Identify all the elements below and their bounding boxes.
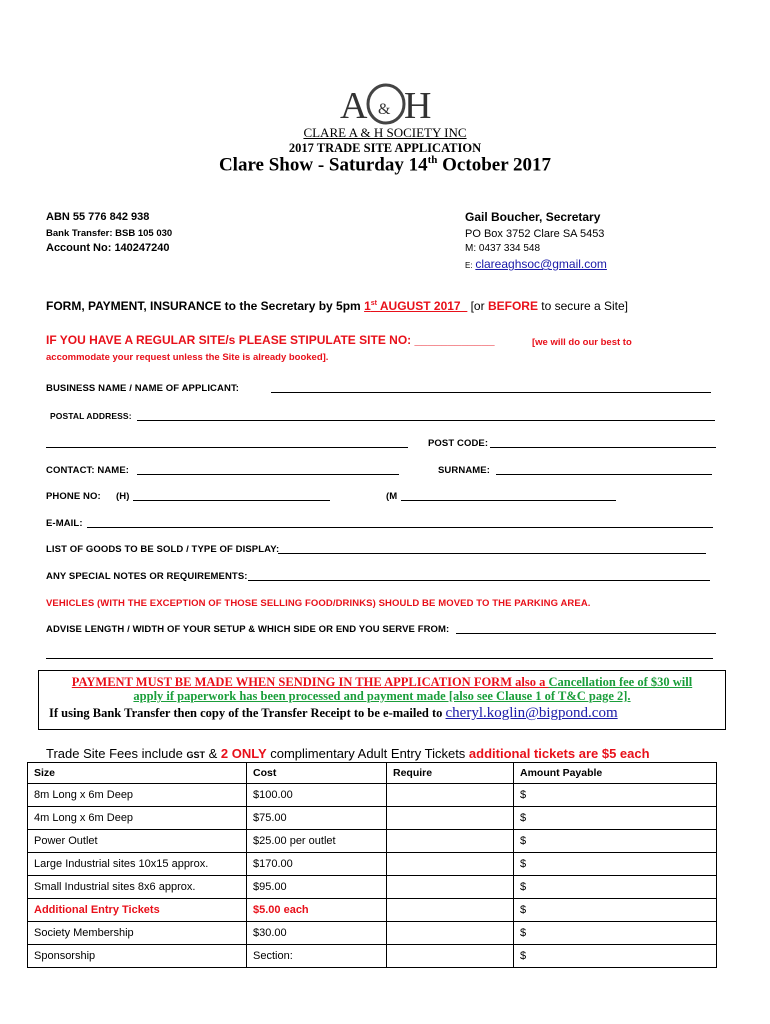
deadline-date: 1st AUGUST 2017_ [364,299,468,313]
deadline-text: FORM, PAYMENT, INSURANCE to the Secretary by 5pm [46,299,365,313]
table-row [28,922,717,945]
setup-dimensions-field[interactable] [456,633,716,634]
email-field[interactable] [87,527,713,528]
payment-required-text: PAYMENT MUST BE MADE WHEN SENDING IN THE APPLICATION FORM also a [71,675,549,689]
postal-address-label: POSTAL ADDRESS: [50,411,132,421]
title-sup: th [427,154,438,166]
contact-name-label: CONTACT: NAME: [46,465,130,476]
table-row [28,853,717,876]
cost-cell: $170.00 [247,853,387,876]
additional-tickets-label: additional tickets are $5 each [468,746,650,761]
cost-cell: Section: [247,945,387,968]
size-cell: Additional Entry Tickets [28,899,247,922]
amount-cell[interactable]: $ [514,830,717,853]
vehicles-notice: VEHICLES (WITH THE EXCEPTION OF THOSE SELLING FOOD/DRINKS) SHOULD BE MOVED TO THE PARKING AREA. [46,598,591,609]
phone-home-label: (H) [116,491,130,502]
size-cell: Sponsorship [28,945,247,968]
regular-site-note-cont: accommodate your request unless the Site is already booked]. [46,352,329,363]
payment-notice-line3 [49,705,618,722]
size-cell: 8m Long x 6m Deep [28,784,247,807]
amount-cell[interactable]: $ [514,853,717,876]
receipt-email-link[interactable]: cheryl.koglin@bigpond.com [445,705,618,721]
cost-cell: $30.00 [247,922,387,945]
society-logo [336,80,436,126]
logo-ampersand: & [378,101,391,118]
size-cell: 4m Long x 6m Deep [28,807,247,830]
size-cell: Power Outlet [28,830,247,853]
table-row [28,945,717,968]
phone-mobile-label: (M [386,491,398,502]
logo-letter-a: A [340,85,368,126]
fees-intro: Trade Site Fees include GST & 2 ONLY complimentary Adult Entry Tickets additional tickets are $5 each [46,746,650,761]
header-cost: Cost [247,763,387,784]
amount-cell[interactable]: $ [514,807,717,830]
secretary-name: Gail Boucher, Secretary [465,210,601,224]
size-cell: Small Industrial sites 8x6 approx. [28,876,247,899]
amount-cell[interactable]: $ [514,945,717,968]
require-cell[interactable] [387,899,514,922]
amount-cell[interactable]: $ [514,899,717,922]
title-main: Clare Show - Saturday 14 [218,154,428,176]
special-notes-field[interactable] [248,580,710,581]
postal-address-field-2[interactable] [46,447,408,448]
size-cell: Society Membership [28,922,247,945]
two-only-label: 2 ONLY [220,746,267,761]
mobile: M: 0437 334 548 [465,243,541,254]
header-amount: Amount Payable [514,763,717,784]
table-row [28,899,717,922]
amount-cell[interactable]: $ [514,784,717,807]
cost-cell: $25.00 per outlet [247,830,387,853]
submission-deadline [46,299,628,313]
email-prefix: E: [465,261,473,270]
business-name-field[interactable] [271,392,711,393]
surname-field[interactable] [496,474,712,475]
page-title [0,154,770,176]
secretary-email-link[interactable]: clareaghsoc@gmail.com [475,257,607,271]
surname-label: SURNAME: [438,465,490,476]
gst-label: GST [186,750,205,760]
cancellation-fee-text: Cancellation fee of $30 will [548,675,693,689]
form-subtitle: 2017 TRADE SITE APPLICATION [288,141,482,155]
phone-label: PHONE NO: [46,491,101,502]
setup-dimensions-label: ADVISE LENGTH / WIDTH OF YOUR SETUP & WHICH SIDE OR END YOU SERVE FROM: [46,624,450,635]
table-row [28,807,717,830]
email-line [465,257,607,271]
table-row [28,876,717,899]
require-cell[interactable] [387,922,514,945]
postal-address-field[interactable] [137,420,715,421]
phone-mobile-field[interactable] [401,500,616,501]
regular-site-note: [we will do our best to [532,337,632,348]
special-notes-label: ANY SPECIAL NOTES OR REQUIREMENTS: [46,571,248,582]
amount-cell[interactable]: $ [514,922,717,945]
org-name: CLARE A & H SOCIETY INC [303,125,467,140]
payment-notice-line2: apply if paperwork has been processed and payment made [also see Clause 1 of T&C page 2]. [133,689,631,703]
require-cell[interactable] [387,830,514,853]
cost-cell: $75.00 [247,807,387,830]
fees-table [27,762,717,968]
size-cell: Large Industrial sites 10x15 approx. [28,853,247,876]
phone-home-field[interactable] [133,500,330,501]
account-number: Account No: 140247240 [46,242,170,254]
require-cell[interactable] [387,945,514,968]
require-cell[interactable] [387,876,514,899]
payment-notice-line1 [38,675,726,690]
cost-cell: $95.00 [247,876,387,899]
require-cell[interactable] [387,807,514,830]
bank-transfer: Bank Transfer: BSB 105 030 [46,228,173,239]
cost-cell: $100.00 [247,784,387,807]
bank-receipt-text: If using Bank Transfer then copy of the Transfer Receipt to be e-mailed to [49,706,446,720]
regular-site-request: IF YOU HAVE A REGULAR SITE/s PLEASE STIPULATE SITE NO: ____________ [46,333,495,347]
goods-field[interactable] [278,553,706,554]
abn: ABN 55 776 842 938 [46,211,150,223]
header-require: Require [387,763,514,784]
deadline-before: BEFORE [487,299,538,313]
table-row [28,784,717,807]
post-code-label: POST CODE: [428,438,489,449]
deadline-note-b: to secure a Site] [537,299,628,313]
contact-name-field[interactable] [137,474,399,475]
post-code-field[interactable] [490,447,716,448]
business-name-label: BUSINESS NAME / NAME OF APPLICANT: [46,383,240,394]
table-header-row [28,763,717,784]
require-cell[interactable] [387,853,514,876]
po-box: PO Box 3752 Clare SA 5453 [465,228,605,240]
deadline-note-a: [or [467,299,488,313]
goods-label: LIST OF GOODS TO BE SOLD / TYPE OF DISPLAY: [46,544,280,555]
require-cell[interactable] [387,784,514,807]
header-size: Size [28,763,247,784]
setup-dimensions-field-2[interactable] [46,658,713,659]
cost-cell: $5.00 each [247,899,387,922]
amount-cell[interactable]: $ [514,876,717,899]
title-date: October 2017 [437,154,552,176]
table-row [28,830,717,853]
logo-letter-h: H [404,85,432,126]
email-label: E-MAIL: [46,518,83,529]
